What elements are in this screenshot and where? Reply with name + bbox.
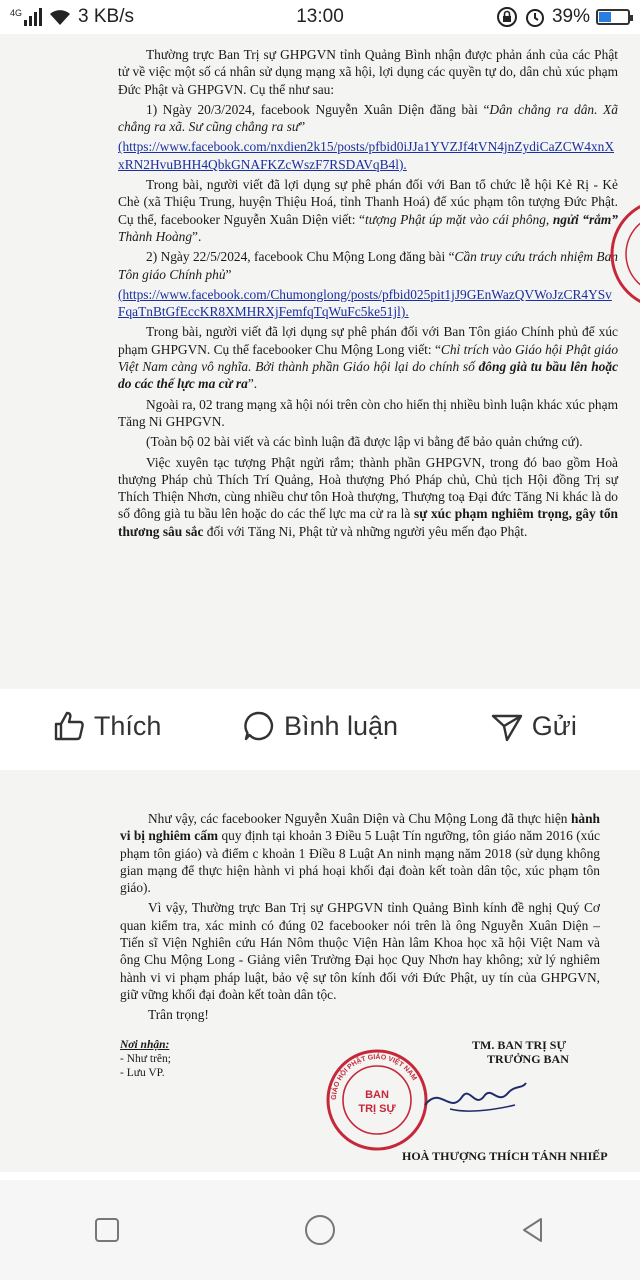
doc-item1-link[interactable]: (https://www.facebook.com/nxdien2k15/posts/pfbid0iJJa1YVZJf4tVN4jnZydiCaZCW4xnXxRN2HvuBHH4QbkGNAFKZcWszF7RSDAVqB4l). bbox=[118, 139, 615, 172]
back-button[interactable] bbox=[503, 1200, 563, 1260]
recipients-title: Nơi nhận: bbox=[120, 1038, 170, 1051]
thumbs-up-icon bbox=[52, 709, 86, 743]
like-button[interactable] bbox=[0, 709, 213, 743]
recipient-item: - Lưu VP. bbox=[120, 1066, 165, 1079]
signer-name: HOÀ THƯỢNG THÍCH TÁNH NHIẾP bbox=[402, 1148, 608, 1163]
svg-text:GIÁO HỘI PHẬT GIÁO VIỆT NAM: GIÁO HỘI PHẬT GIÁO VIỆT NAM bbox=[330, 1053, 418, 1100]
doc2-closing: Trân trọng! bbox=[148, 1007, 209, 1023]
home-button[interactable] bbox=[290, 1200, 350, 1260]
doc2-request-paragraph: Vì vậy, Thường trực Ban Trị sự GHPGVN tỉnh Quảng Bình kính đề nghị Quý Cơ quan kiểm tra, xác minh có đúng 02 facebooker nói trên là ông Nguyễn Xuân Diện – Tiến sĩ Viện Nghiên cứu Hán Nôm thuộc Viện Hàn lâm Khoa học xã hội Việt Nam và ông Chu Mộng Long - Giảng viên Trường Đại học Quy Nhơn hay không; xử lý nghiêm hành vi vi phạm pháp luật, bảo vệ sự tôn kính đối với Đức Phật, uy tín của GHPGVN, giữ vững khối đại đoàn kết toàn dân tộc. bbox=[120, 900, 600, 1002]
separator-bottom bbox=[0, 752, 640, 770]
handwritten-signature bbox=[420, 1075, 530, 1120]
doc-item2-link[interactable]: (https://www.facebook.com/Chumonglong/posts/pfbid025pit1jJ9GEnWazQVWoJzCR4YSvFqaTnBtGfEccKR8XMHRXjFemfqTqWuFc5ke51jl). bbox=[118, 286, 612, 320]
separator-top bbox=[0, 689, 640, 700]
separator-nav bbox=[0, 1172, 640, 1180]
comment-bubble-icon bbox=[242, 709, 276, 743]
send-label: Gửi bbox=[531, 710, 577, 741]
battery-percent: 39% bbox=[551, 6, 590, 27]
signer-block bbox=[402, 1037, 608, 1163]
recipients-list bbox=[120, 1038, 171, 1080]
clock: 13:00 bbox=[296, 6, 344, 27]
doc-comments-paragraph: Ngoài ra, 02 trang mạng xã hội nói trên còn cho hiển thị nhiều bình luận khác xúc phạm Tăng Ni GHPGVN. bbox=[118, 396, 618, 429]
system-nav-bar bbox=[0, 1180, 640, 1280]
signer-org: TM. BAN TRỊ SỰ bbox=[472, 1037, 567, 1052]
doc-record-paragraph: (Toàn bộ 02 bài viết và các bình luận đã được lập vi bằng để bảo quản chứng cứ). bbox=[146, 434, 583, 450]
battery-level-fill bbox=[599, 12, 611, 22]
vpn-lock-icon bbox=[496, 6, 518, 28]
status-right bbox=[496, 6, 630, 28]
home-icon bbox=[303, 1213, 337, 1247]
network-speed: 3 KB/s bbox=[78, 6, 134, 27]
send-icon bbox=[490, 709, 524, 743]
recipient-item: - Như trên; bbox=[120, 1052, 171, 1065]
doc-item2-body: Trong bài, người viết đã lợi dụng sự phê phán đối với Ban Tôn giáo Chính phủ để xúc phạm GHPGVN. Cụ thể facebooker Chu Mộng Long viết: “Chỉ trích vào Giáo hội Phật giáo Việt Nam càng vô nghĩa. Bởi thành phần Giáo hội lại do chính số đông già tu bầu lên hoặc do các thế lực ma cừ ra”. bbox=[118, 324, 619, 392]
alarm-icon bbox=[524, 6, 546, 28]
network-type-label: 4G bbox=[10, 8, 23, 18]
doc-intro: Thường trực Ban Trị sự GHPGVN tỉnh Quảng Bình nhận được phản ánh của các Phật tử về việc một số cá nhân sử dụng mạng xã hội, lợi dụng các quyền tự do, dân chủ xúc phạm Đức Phật và GHPGVN. Cụ thể như sau: bbox=[118, 47, 618, 97]
doc-item1-heading: 1) Ngày 20/3/2024, facebook Nguyễn Xuân Diện đăng bài “Dân chẳng ra dân. Xã chẳng ra xã. Sư cũng chẳng ra sư” bbox=[118, 101, 618, 135]
status-left bbox=[10, 6, 134, 28]
send-button[interactable] bbox=[427, 709, 640, 743]
doc-item1-body: Trong bài, người viết đã lợi dụng sự phê phán đối với Ban tổ chức lễ hội Kẻ Rị - Kẻ Chè (xã Thiệu Trung, huyện Thiệu Hoá, tỉnh Thanh Hoá) để xúc phạm tôn tượng Đức Phật. Cụ thể, facebooker Nguyễn Xuân Diện viết: “tượng Phật úp mặt vào cái phông, ngửi “rắm” Thành Hoàng”. bbox=[118, 177, 618, 244]
post-action-bar bbox=[0, 700, 640, 752]
recent-apps-button[interactable] bbox=[77, 1200, 137, 1260]
doc-item2-heading: 2) Ngày 22/5/2024, facebook Chu Mộng Long đăng bài “Cần truy cứu trách nhiệm Ban Tôn giáo Chính phủ” bbox=[118, 249, 618, 282]
battery-icon bbox=[596, 9, 630, 25]
wifi-icon bbox=[48, 8, 72, 26]
svg-text:BAN: BAN bbox=[365, 1088, 389, 1101]
recent-apps-icon bbox=[94, 1217, 120, 1243]
doc2-violation-paragraph: Như vậy, các facebooker Nguyễn Xuân Diện và Chu Mộng Long đã thực hiện hành vi bị nghiêm cấm quy định tại khoản 3 Điều 5 Luật Tín ngưỡng, tôn giáo năm 2016 (xúc phạm tôn giáo) và điểm c khoản 1 Điều 8 Luật An ninh mạng năm 2018 (sử dụng không gian mạng để thực hiện hành vi phá hoại khối đại đoàn kết toàn dân tộc, xúc phạm tôn giáo). bbox=[120, 811, 600, 896]
comment-label: Bình luận bbox=[283, 710, 399, 741]
signal-icon bbox=[10, 8, 42, 26]
document-image-page2[interactable] bbox=[0, 770, 640, 1172]
signature-block bbox=[120, 1030, 608, 1163]
document-image-page1[interactable] bbox=[0, 34, 640, 689]
status-bar bbox=[0, 0, 640, 34]
comment-button[interactable] bbox=[213, 709, 426, 743]
like-label: Thích bbox=[93, 710, 162, 741]
back-icon bbox=[519, 1216, 547, 1244]
doc-conclusion-paragraph: Việc xuyên tạc tượng Phật ngửi rắm; thành phần GHPGVN, trong đó bao gồm Hoà thượng Pháp chủ Thích Trí Quảng, Hoà thượng Phó Pháp chủ, Chủ tịch Hội đồng Trị sự Thích Thiện Nhơn, cùng nhiều chư tôn Hoà thượng, Thượng toạ Đại đức Tăng Ni khác là do số đông già tu bầu lên hoặc do các thế lực ma cử ra là sự xúc phạm nghiêm trọng, gây tổn thương sâu sắc đối với Tăng Ni, Phật tử và những người yêu mến đạo Phật. bbox=[118, 454, 618, 539]
svg-text:TRỊ SỰ: TRỊ SỰ bbox=[358, 1102, 396, 1115]
side-seal-fragment bbox=[608, 194, 640, 314]
signer-role: TRƯỞNG BAN bbox=[487, 1051, 569, 1066]
